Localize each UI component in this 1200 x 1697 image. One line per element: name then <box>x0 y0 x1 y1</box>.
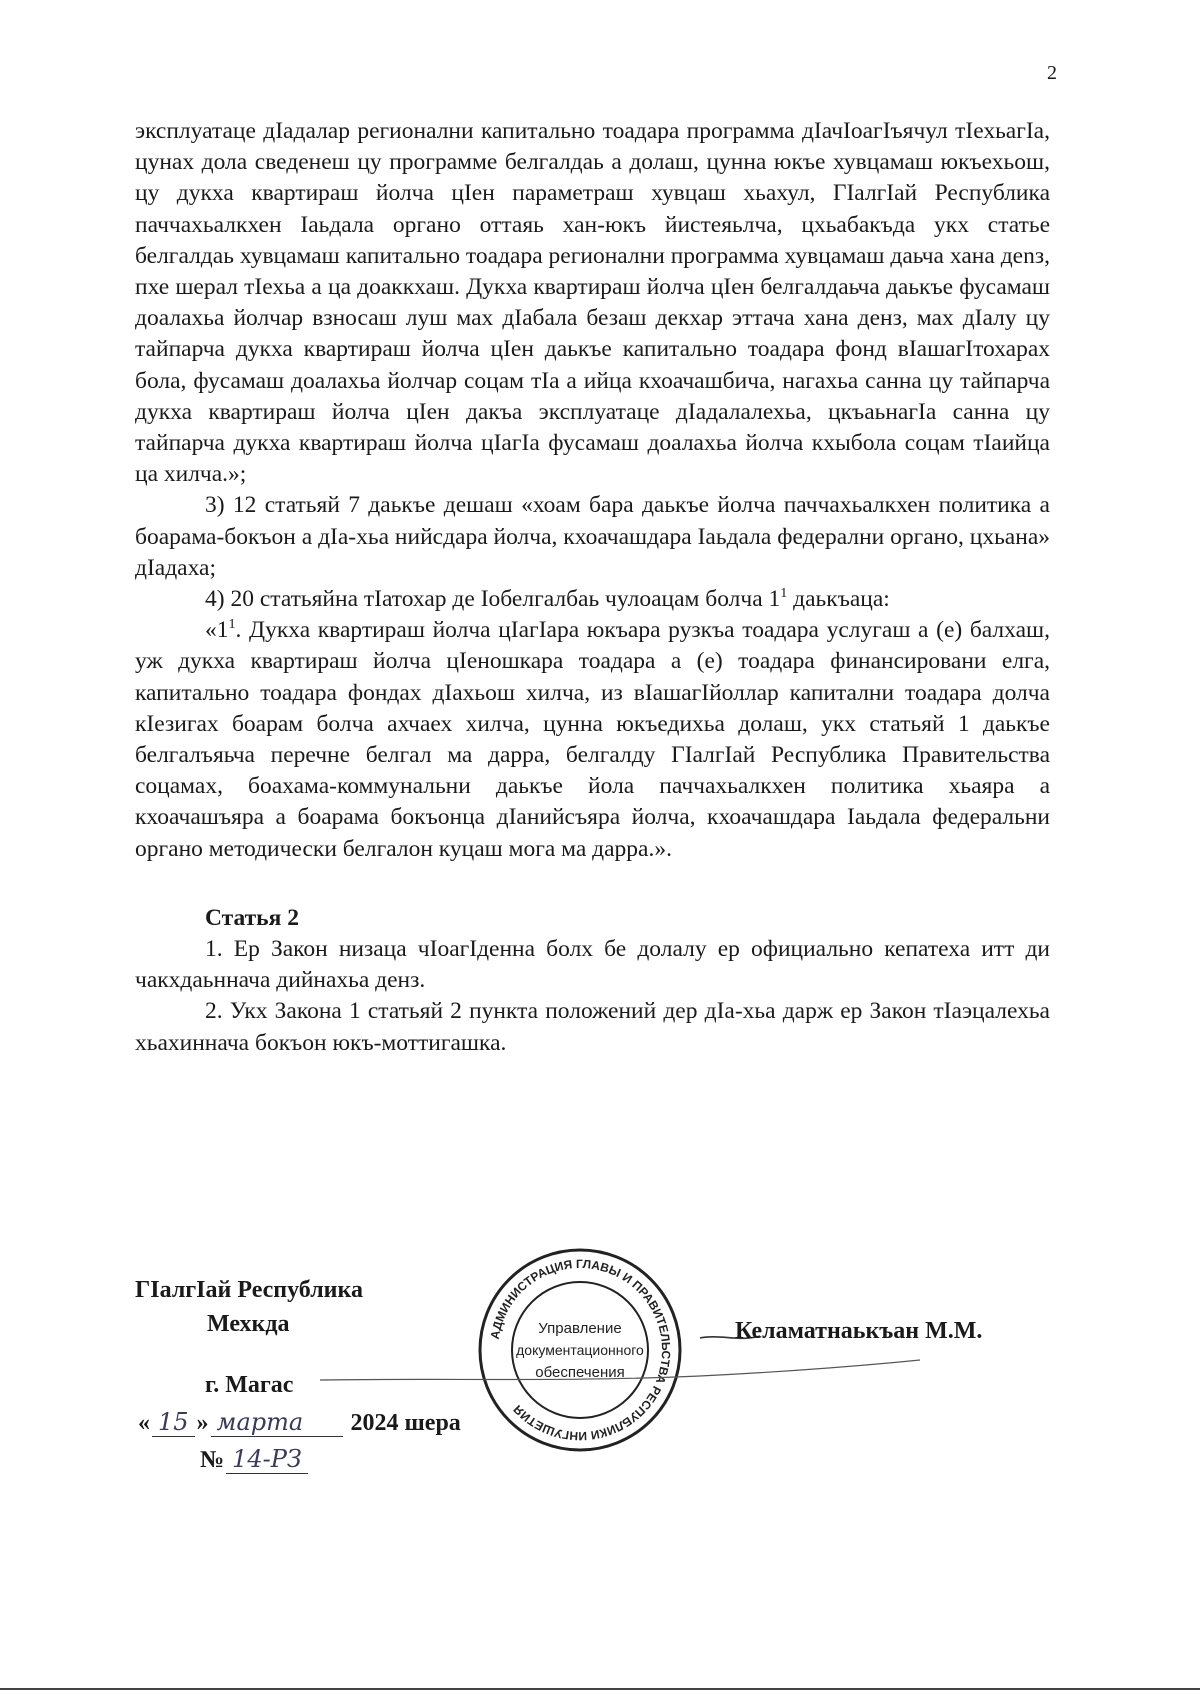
date-open-quote: « <box>138 1410 150 1436</box>
stamp-ring-text: АДМИНИСТРАЦИЯ ГЛАВЫ И ПРАВИТЕЛЬСТВА РЕСПУБЛИКИ ИНГУШЕТИЯ <box>487 1256 674 1444</box>
scan-edge-line <box>0 1688 1200 1690</box>
signatory-title-line2: Мехкда <box>207 1311 290 1337</box>
stamp-line-1: Управление <box>538 1320 622 1337</box>
paragraph-3-text: 4) 20 статьяйна тIатохар де Iобелгалбаь чулоацам болча 1 <box>205 586 781 613</box>
stamp-line-2: документационного <box>516 1342 644 1358</box>
paragraph-1: эксплуатаце дIадалар регионални капитально тоадара программа дIачIоагIъячул тIехьагIа, цунах дола сведенеш цу программе белгалдаь а долаш, цунна юкъе хувцамаш юкъехьош, цу дукха квартираш йолча цIен параметраш хувцаш хьахул, ГIалгIай Республика паччахьалкхен Iаьдала органо оттаяь хан-юкъ йистеяьлча, цхьабакъда укх статье белгалдаь хувцамаш капитально тоадара регионални программа хувцамаш даьча хана дenз, пхе шерал тIехьа а ца доаккхаш. Дукха квартираш йолча цIен белгалдаьча даькъе фусамаш доалахьа йолчар взносаш луш мах дIабала безаш декхар эттача хана денз, мах дIалу цу тайпарча дукха квартираш йолча цIен даькъе капитально тоадара фонд вIашагIтохарах бола, фусамаш доалахьа йолчар соцам тIа а ийца кхоачашбича, нагахьа санна цу тайпарча дукха квартираш йолча цIен дакъа эксплуатаце дIадалалехьа, цкъаьнагIа санна цу тайпарча дукха квартираш йолча цIагIа фусамаш доалахьа йолча кхыбола соцам тIаийца ца хилча.»; <box>135 118 1050 488</box>
law-number-value: 14-РЗ <box>226 1445 308 1474</box>
paragraph-3 <box>135 584 1050 615</box>
law-number <box>200 1445 310 1474</box>
paragraph-3-tail: даькъаца: <box>793 586 890 613</box>
paragraph-5: 1. Ер Закон низаца чIоагIденна болх бе долалу ер официально кепатеха итт ди чакхдаьннача дийнахьа денз. <box>135 936 1050 994</box>
article-heading: Статья 2 <box>205 904 299 931</box>
date-close-quote: » <box>196 1410 209 1436</box>
signing-city: г. Магас <box>205 1372 294 1398</box>
paragraph-4-sup: 1 <box>228 616 236 633</box>
paragraph-6: 2. Укх Закона 1 статьяй 2 пункта положений дер дIа-хьа дарж ер Закон тIаэцалехьа хьахиннача бокъон юкъ-моттигашка. <box>135 998 1050 1056</box>
paragraph-4-open: «1 <box>205 617 229 644</box>
stamp-line-3: обеспечения <box>535 1364 625 1381</box>
signatory-title-line1: ГIалгIай Республика <box>135 1277 363 1303</box>
paragraph-2: 3) 12 статьяй 7 даькъе дешаш «хоам бара даькъе йолча паччахьалкхен политика а боарама-бокъон а дIа-хьа нийсдара йолча, кхоачашдара Iаьдала федерални органо, цхьана» дIадаха; <box>135 492 1050 581</box>
page-number: 2 <box>1047 62 1057 84</box>
law-number-prefix: № <box>200 1447 225 1473</box>
date-day: 15 <box>152 1408 195 1437</box>
signatory-name: Келаматнаькъан М.М. <box>735 1318 983 1344</box>
paragraph-4-text: . Дукха квартираш йолча цIагIара юкъара рузкъа тоадара услугаш а (е) балхаш, уж дукха квартираш йолча цIеношкара тоадара а (е) тоадара финансировани елга, капитально тоадара фондах дIахьош хилча, из вIашагIйоллар капитални тоадара долча кIезигах боарам болча ахчаех хилча, цунна юкъедихьа долаш, укх статьяй 1 даькъе белгалъяьча перечне белгал ма дарра, белгалду ГIалгIай Республика Правительства соцамах, боахама-коммунальни даькъе йола паччахьалкхен политика хьаяра а кхоачашъяра а боарама бокъонца дIанийсъяра йолча, кхоачашдара Iаьдала федеральни органо методически белгалон куцаш мога ма дарра.». <box>135 617 1050 862</box>
date-year: 2024 шера <box>350 1410 461 1436</box>
document-body <box>135 116 1050 1059</box>
paragraph-3-sup: 1 <box>780 585 788 602</box>
date-month: марта <box>211 1408 343 1437</box>
paragraph-4 <box>135 615 1050 865</box>
signing-date <box>138 1408 461 1437</box>
